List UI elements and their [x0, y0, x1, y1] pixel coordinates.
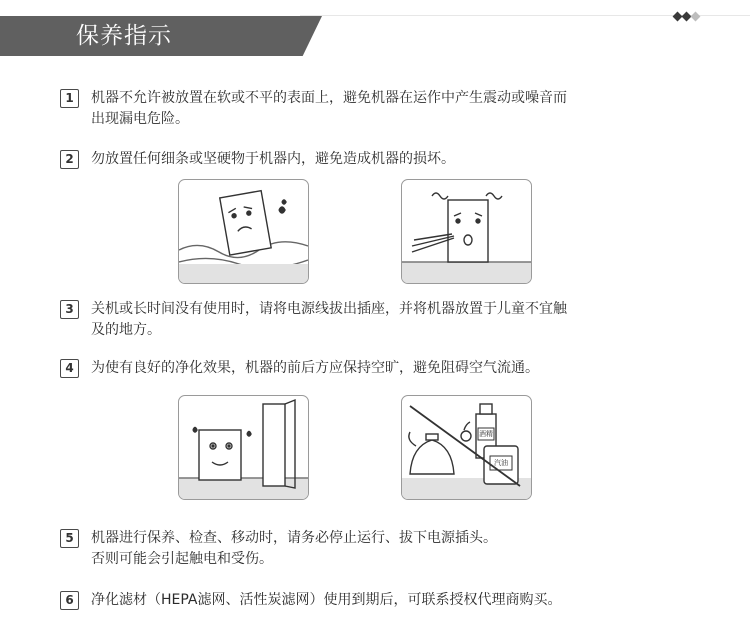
- item-number-3: 3: [60, 300, 79, 319]
- item-number-4: 4: [60, 359, 79, 378]
- item-text-6: 净化滤材（HEPA滤网、活性炭滤网）使用到期后，可联系授权代理商购买。: [91, 592, 562, 608]
- item-text-4: 为使有良好的净化效果，机器的前后方应保持空旷，避免阻碍空气流通。: [91, 360, 539, 376]
- item-text-3: 关机或长时间没有使用时，请将电源线拔出插座，并将机器放置于儿童不宜触 及的地方。: [91, 301, 567, 338]
- section-header: [0, 0, 750, 62]
- item-text-1: 机器不允许被放置在软或不平的表面上，避免机器在运作中产生震动或噪音而 出现漏电危险。: [91, 90, 567, 127]
- item-number-6: 6: [60, 591, 79, 610]
- item-number-5: 5: [60, 529, 79, 548]
- item-text-5: 机器进行保养、检查、移动时，请务必停止运行、拔下电源插头。 否则可能会引起触电和受伤。: [91, 530, 497, 567]
- illustration-soft-surface: [178, 179, 309, 284]
- item-number-2: 2: [60, 150, 79, 169]
- illustration-flammables-warning: [401, 395, 532, 500]
- illustration-foreign-object: [401, 179, 532, 284]
- item-text-2: 勿放置任何细条或坚硬物于机器内，避免造成机器的损坏。: [91, 151, 455, 167]
- illustration-blocked-airflow: [178, 395, 309, 500]
- oil-label: 汽油: [494, 459, 508, 467]
- item-number-1: 1: [60, 89, 79, 108]
- alcohol-label: 酒精: [479, 430, 493, 438]
- page-title: 保养指示: [76, 23, 172, 49]
